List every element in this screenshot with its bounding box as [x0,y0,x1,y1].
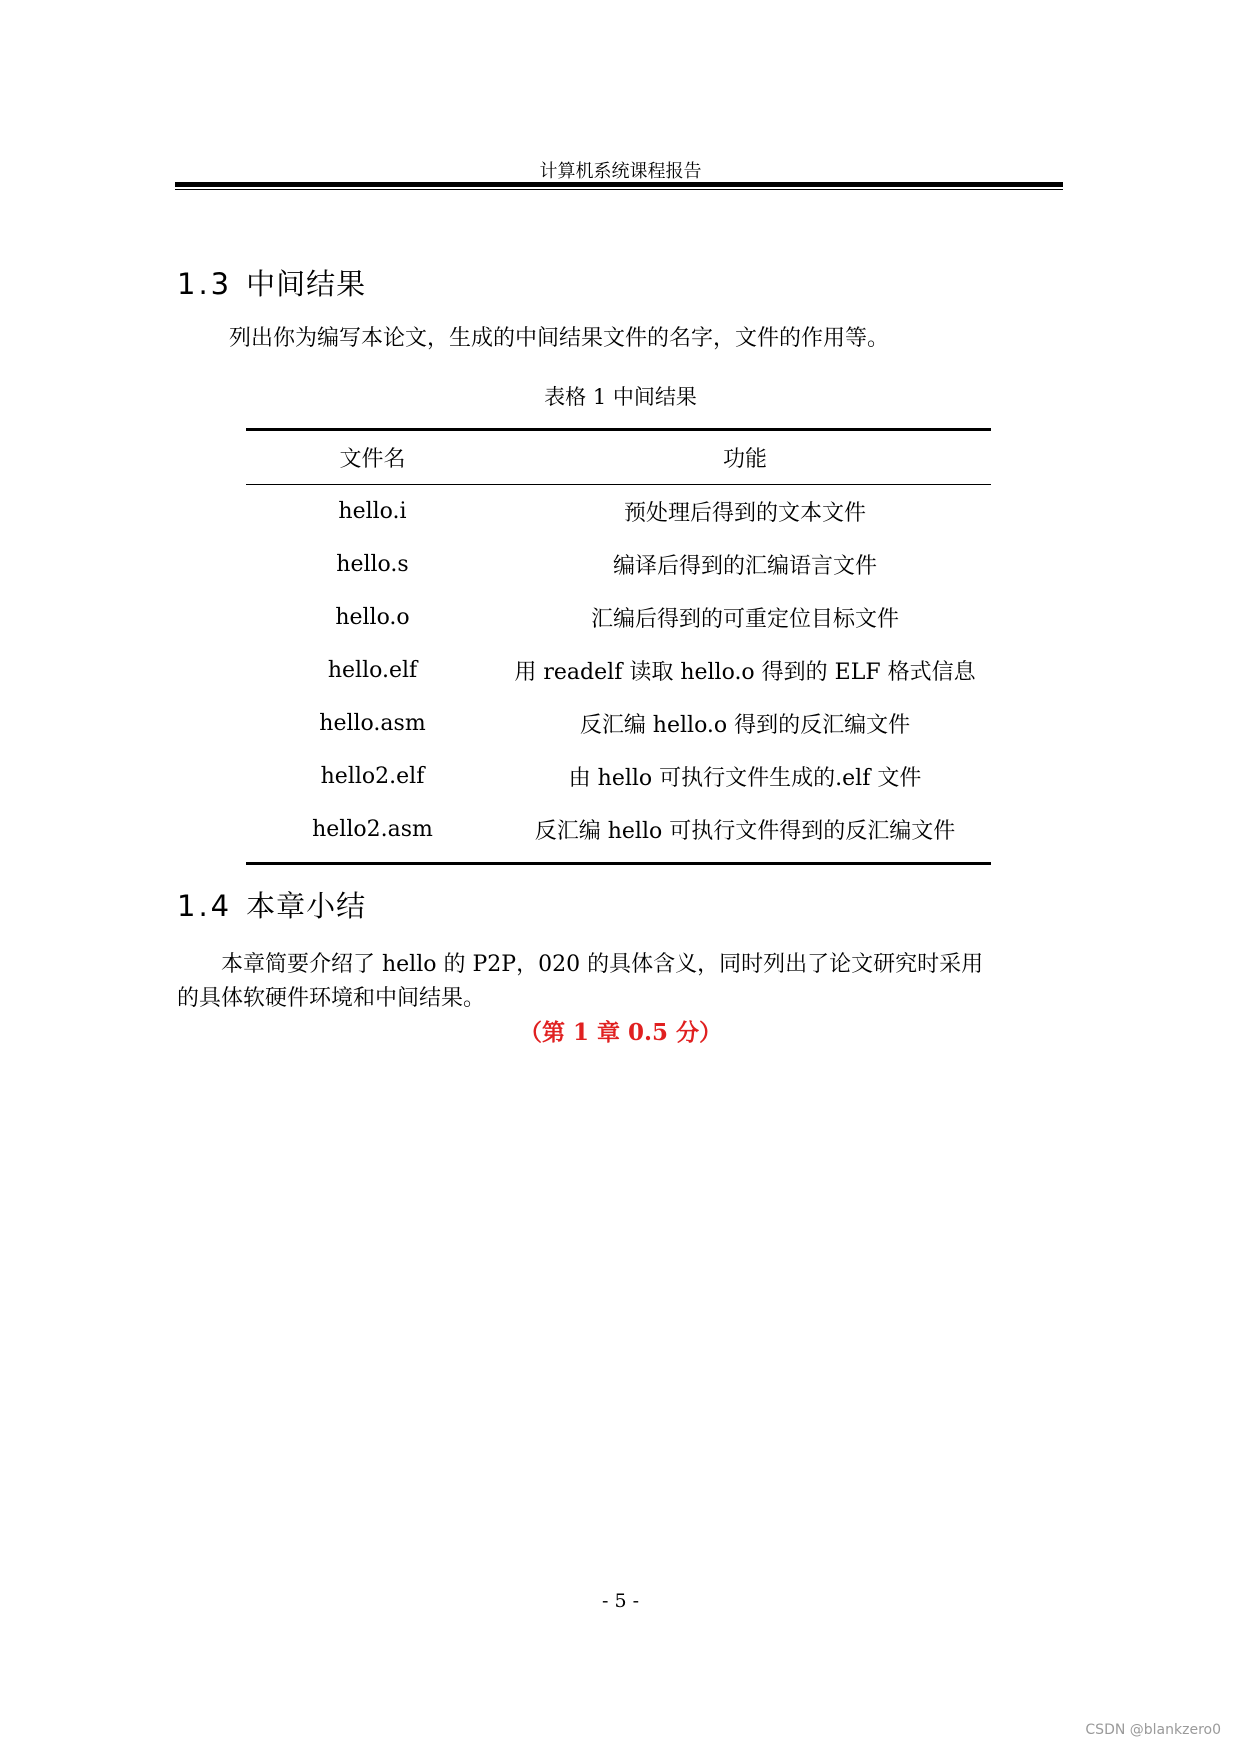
table-cell-function: 反汇编 hello 可执行文件得到的反汇编文件 [534,819,956,844]
section-1-4-heading [177,884,366,925]
table-cell-filename: hello.elf [327,658,418,683]
table-row [246,591,991,644]
section-number: 1.4 [177,889,233,923]
section-title: 中间结果 [246,267,367,301]
table-cell-function: 由 hello 可执行文件生成的.elf 文件 [568,766,922,791]
table-row [246,750,991,803]
table-cell-filename: hello.o [335,605,410,630]
table-bottom-rule [246,862,991,865]
page-number: - 5 - [601,1590,639,1612]
table-cell-function: 反汇编 hello.o 得到的反汇编文件 [579,713,911,738]
table-cell-filename: hello.i [338,499,407,524]
table-cell-function: 汇编后得到的可重定位目标文件 [590,607,899,632]
table-row [246,644,991,697]
table-body [246,485,991,862]
table-header-row [246,431,991,484]
intermediate-results-table [246,428,991,865]
header-rule-thin [175,189,1063,190]
section-1-3-heading [177,262,366,303]
table-cell-function: 编译后得到的汇编语言文件 [612,554,877,579]
section-1-3-intro: 列出你为编写本论文，生成的中间结果文件的名字，文件的作用等。 [229,326,890,351]
table-header-filename: 文件名 [339,447,406,472]
table-row [246,485,991,538]
summary-line-1: 本章简要介绍了 hello 的 P2P，020 的具体含义，同时列出了论文研究时采用 [221,952,984,977]
running-header-title: 计算机系统课程报告 [539,161,702,182]
table-cell-filename: hello2.elf [320,764,425,789]
table-row [246,538,991,591]
section-number: 1.3 [177,267,233,301]
summary-line-2: 的具体软硬件环境和中间结果。 [177,986,486,1011]
table-cell-filename: hello.s [336,552,409,577]
csdn-watermark: CSDN @blankzero0 [1085,1722,1221,1738]
section-title: 本章小结 [246,889,367,923]
header-rule-thick [175,182,1063,187]
table-row [246,803,991,856]
table-cell-function: 用 readelf 读取 hello.o 得到的 ELF 格式信息 [514,660,976,685]
table-cell-filename: hello2.asm [312,817,433,842]
table-row [246,697,991,750]
table-cell-function: 预处理后得到的文本文件 [623,501,866,526]
table-header-function: 功能 [722,447,767,472]
table-cell-filename: hello.asm [319,711,426,736]
table-caption: 表格 1 中间结果 [544,385,697,409]
chapter-score-note: （第 1 章 0.5 分） [518,1019,723,1046]
